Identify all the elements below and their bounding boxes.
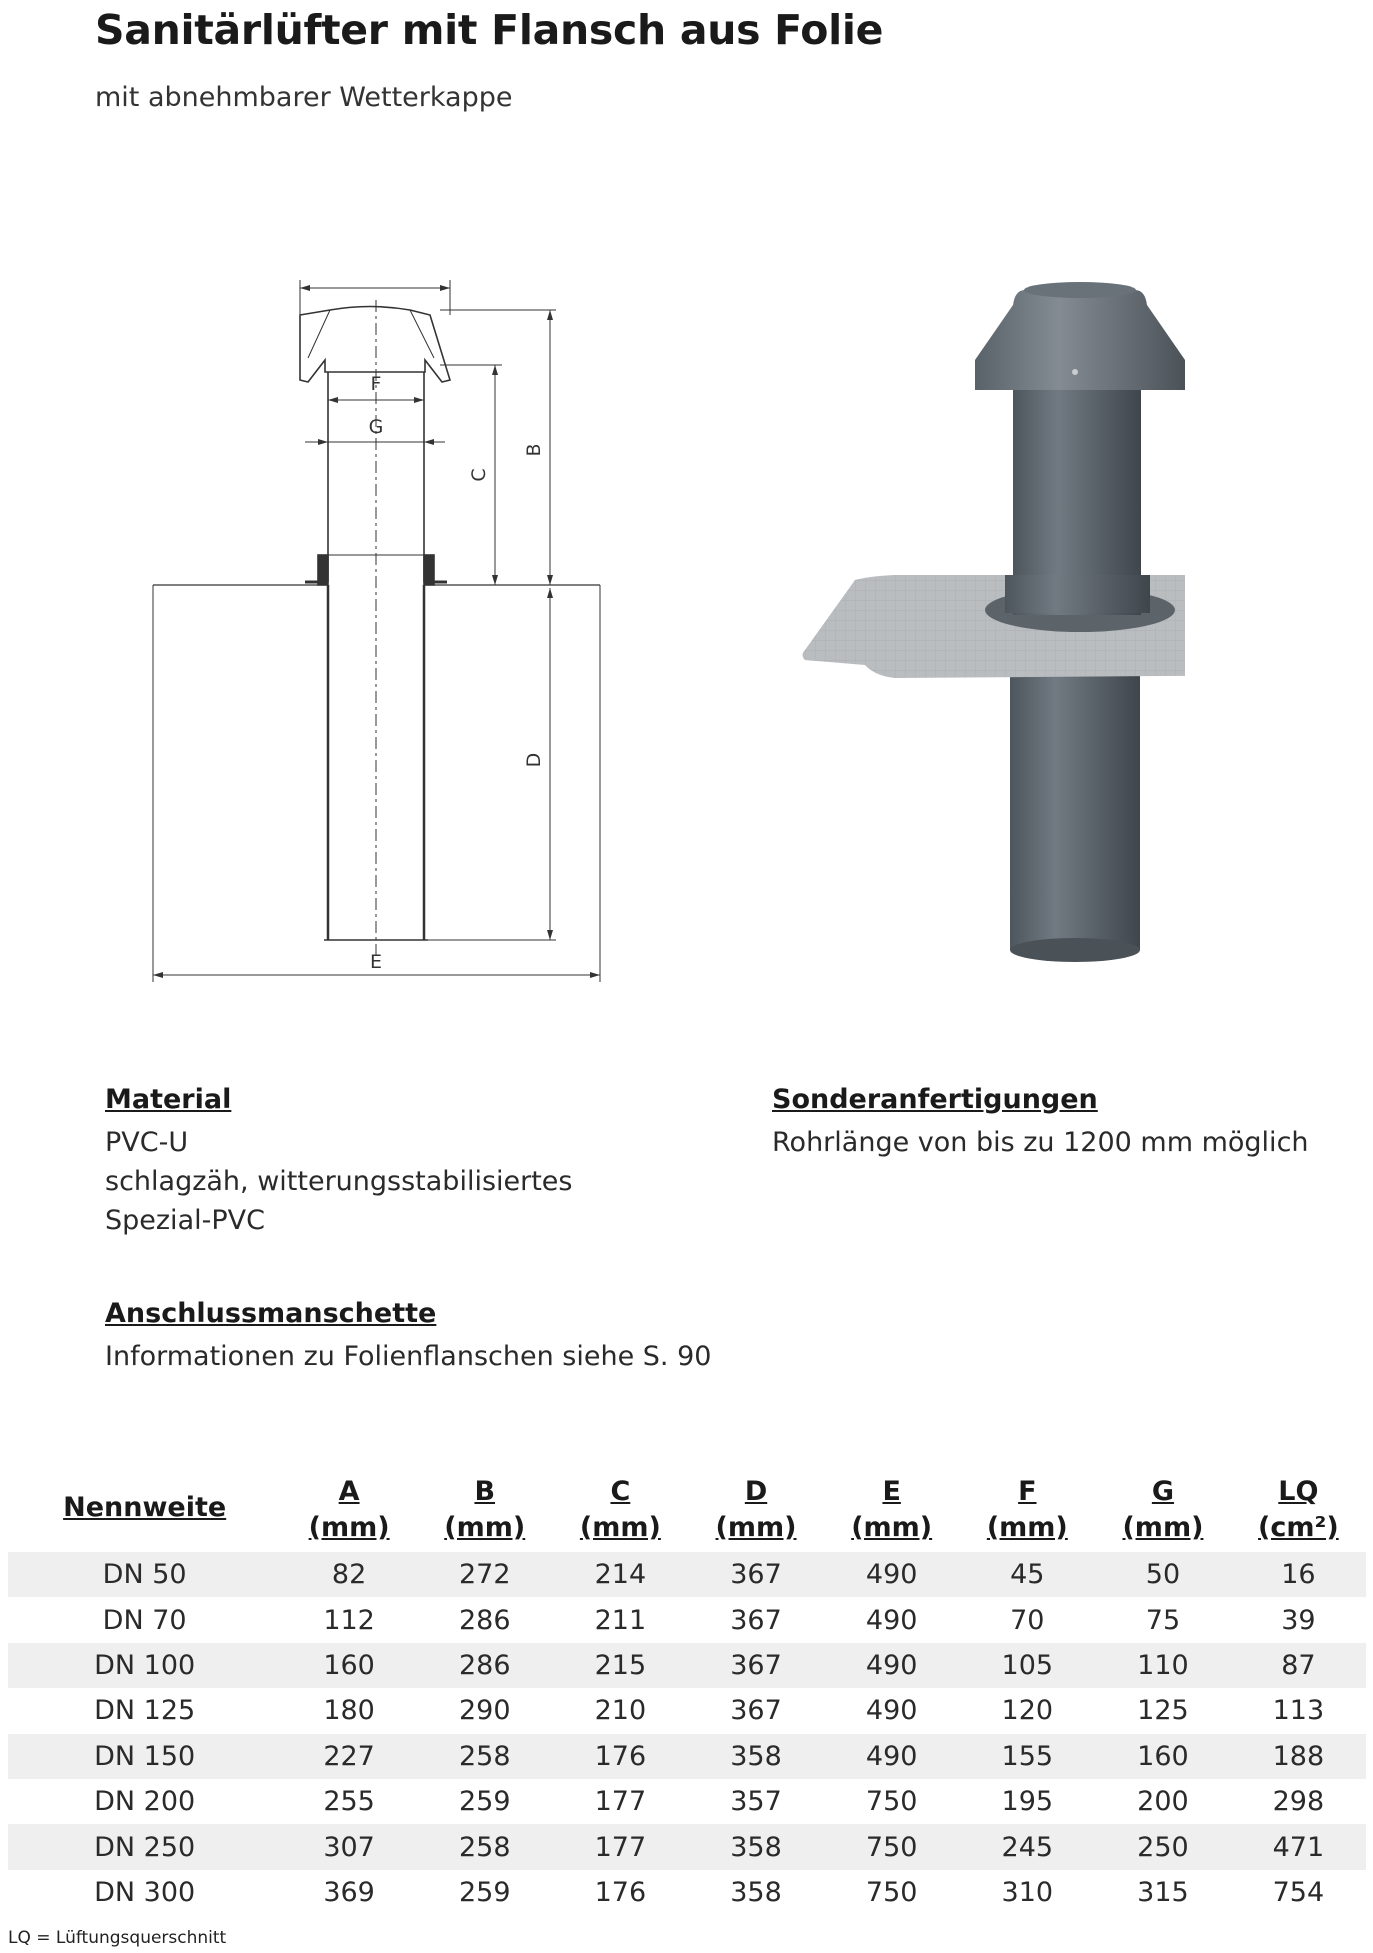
table-cell: 176 <box>594 1740 647 1772</box>
table-cell: 471 <box>1272 1831 1325 1863</box>
table-cell: 215 <box>594 1649 647 1681</box>
header-g: G (mm) <box>1122 1476 1204 1543</box>
header-d: D (mm) <box>715 1476 797 1543</box>
table-cell: 358 <box>730 1740 782 1772</box>
table-cell: 160 <box>1137 1740 1189 1772</box>
table-cell: 286 <box>458 1604 511 1636</box>
material-line: Spezial-PVC <box>105 1205 265 1236</box>
table-cell: 367 <box>730 1649 782 1681</box>
drawing-label-c: C <box>468 468 490 482</box>
material-heading: Material <box>105 1084 232 1115</box>
table-cell: 82 <box>331 1559 367 1591</box>
table-cell: 16 <box>1281 1559 1316 1591</box>
table-cell: 259 <box>458 1876 511 1908</box>
table-cell: 272 <box>458 1559 511 1591</box>
table-cell: 105 <box>1001 1649 1054 1681</box>
table-cell: 286 <box>458 1649 511 1681</box>
drawing-label-g: G <box>368 416 384 438</box>
table-row <box>8 1779 1366 1824</box>
table-row <box>8 1597 1366 1642</box>
table-cell: 750 <box>865 1786 918 1818</box>
material-line: PVC-U <box>105 1127 189 1158</box>
table-cell-nennweite: DN 150 <box>94 1740 196 1772</box>
header-a: A (mm) <box>308 1476 390 1543</box>
table-cell: 87 <box>1281 1649 1316 1681</box>
table-cell-nennweite: DN 300 <box>94 1876 196 1908</box>
drawing-label-f: F <box>370 373 382 395</box>
table-row <box>8 1688 1366 1733</box>
page-subtitle: mit abnehmbarer Wetterkappe <box>95 82 513 113</box>
table-row <box>8 1870 1366 1915</box>
table-cell: 155 <box>1001 1740 1054 1772</box>
table-cell: 369 <box>323 1876 375 1908</box>
header-b: B (mm) <box>444 1476 526 1543</box>
table-cell: 214 <box>594 1559 647 1591</box>
manschette-heading: Anschlussmanschette <box>105 1298 437 1329</box>
table-cell: 125 <box>1137 1695 1189 1727</box>
table-cell-nennweite: DN 125 <box>94 1695 196 1727</box>
table-cell-nennweite: DN 70 <box>102 1604 187 1636</box>
section-anschlussmanschette <box>105 1294 711 1376</box>
table-cell: 250 <box>1137 1831 1189 1863</box>
table-cell: 367 <box>730 1604 782 1636</box>
table-cell: 210 <box>594 1695 647 1727</box>
table-body <box>8 1552 1366 1915</box>
table-cell: 180 <box>323 1695 375 1727</box>
table-cell: 490 <box>865 1695 918 1727</box>
manschette-line: Informationen zu Folienflanschen siehe S. 90 <box>105 1341 712 1372</box>
table-cell: 245 <box>1001 1831 1054 1863</box>
table-cell: 490 <box>865 1559 918 1591</box>
header-e: E (mm) <box>851 1476 933 1543</box>
table-cell: 160 <box>323 1649 375 1681</box>
table-cell: 490 <box>865 1604 918 1636</box>
product-image <box>785 280 1185 980</box>
drawing-label-d: D <box>523 752 545 768</box>
table-cell: 45 <box>1010 1559 1045 1591</box>
table-cell: 120 <box>1001 1695 1054 1727</box>
table-cell: 358 <box>730 1831 782 1863</box>
table-cell-nennweite: DN 200 <box>94 1786 196 1818</box>
table-cell: 367 <box>730 1559 782 1591</box>
table-cell: 750 <box>865 1876 918 1908</box>
table-cell: 113 <box>1272 1695 1325 1727</box>
header-lq: LQ (cm²) <box>1258 1476 1339 1543</box>
table-cell: 211 <box>594 1604 647 1636</box>
table-row <box>8 1734 1366 1779</box>
table-cell: 750 <box>865 1831 918 1863</box>
table-cell: 177 <box>594 1786 647 1818</box>
table-cell: 315 <box>1137 1876 1189 1908</box>
table-cell: 358 <box>730 1876 782 1908</box>
table-cell: 298 <box>1272 1786 1325 1818</box>
table-cell-nennweite: DN 250 <box>94 1831 196 1863</box>
table-row <box>8 1643 1366 1688</box>
table-cell: 490 <box>865 1649 918 1681</box>
table-cell: 259 <box>458 1786 511 1818</box>
header-nennweite: Nennweite <box>63 1492 227 1523</box>
page-title: Sanitärlüfter mit Flansch aus Folie <box>95 6 884 54</box>
table-cell: 200 <box>1137 1786 1189 1818</box>
footnote: LQ = Lüftungsquerschnitt <box>8 1928 227 1948</box>
table-cell: 227 <box>323 1740 375 1772</box>
table-cell: 39 <box>1281 1604 1316 1636</box>
table-cell: 188 <box>1272 1740 1325 1772</box>
table-cell: 258 <box>458 1740 511 1772</box>
table-cell: 195 <box>1001 1786 1054 1818</box>
table-cell: 310 <box>1001 1876 1054 1908</box>
table-cell: 367 <box>730 1695 782 1727</box>
material-line: schlagzäh, witterungsstabilisiertes <box>105 1166 573 1197</box>
table-cell: 110 <box>1137 1649 1189 1681</box>
table-cell: 290 <box>458 1695 511 1727</box>
table-cell: 754 <box>1272 1876 1325 1908</box>
table-cell-nennweite: DN 50 <box>102 1559 187 1591</box>
table-cell: 50 <box>1145 1559 1181 1591</box>
table-cell: 307 <box>323 1831 375 1863</box>
technical-drawing <box>140 270 610 990</box>
table-cell: 75 <box>1145 1604 1181 1636</box>
header-c: C (mm) <box>579 1476 661 1543</box>
table-cell: 357 <box>730 1786 782 1818</box>
table-cell: 70 <box>1010 1604 1045 1636</box>
sonder-line: Rohrlänge von bis zu 1200 mm möglich <box>772 1127 1309 1158</box>
table-cell: 112 <box>323 1604 375 1636</box>
dimension-table <box>8 1474 1366 1915</box>
table-cell: 490 <box>865 1740 918 1772</box>
table-cell: 258 <box>458 1831 511 1863</box>
section-sonderanfertigungen <box>772 1080 1309 1162</box>
drawing-label-b: B <box>523 443 545 457</box>
table-cell-nennweite: DN 100 <box>94 1649 196 1681</box>
table-row <box>8 1824 1366 1869</box>
table-row <box>8 1552 1366 1597</box>
sonder-heading: Sonderanfertigungen <box>772 1084 1098 1115</box>
header-f: F (mm) <box>986 1476 1068 1543</box>
table-header-row <box>8 1474 1366 1552</box>
table-cell: 176 <box>594 1876 647 1908</box>
section-material <box>105 1080 573 1240</box>
table-cell: 177 <box>594 1831 647 1863</box>
drawing-label-e: E <box>369 951 383 973</box>
table-cell: 255 <box>323 1786 375 1818</box>
